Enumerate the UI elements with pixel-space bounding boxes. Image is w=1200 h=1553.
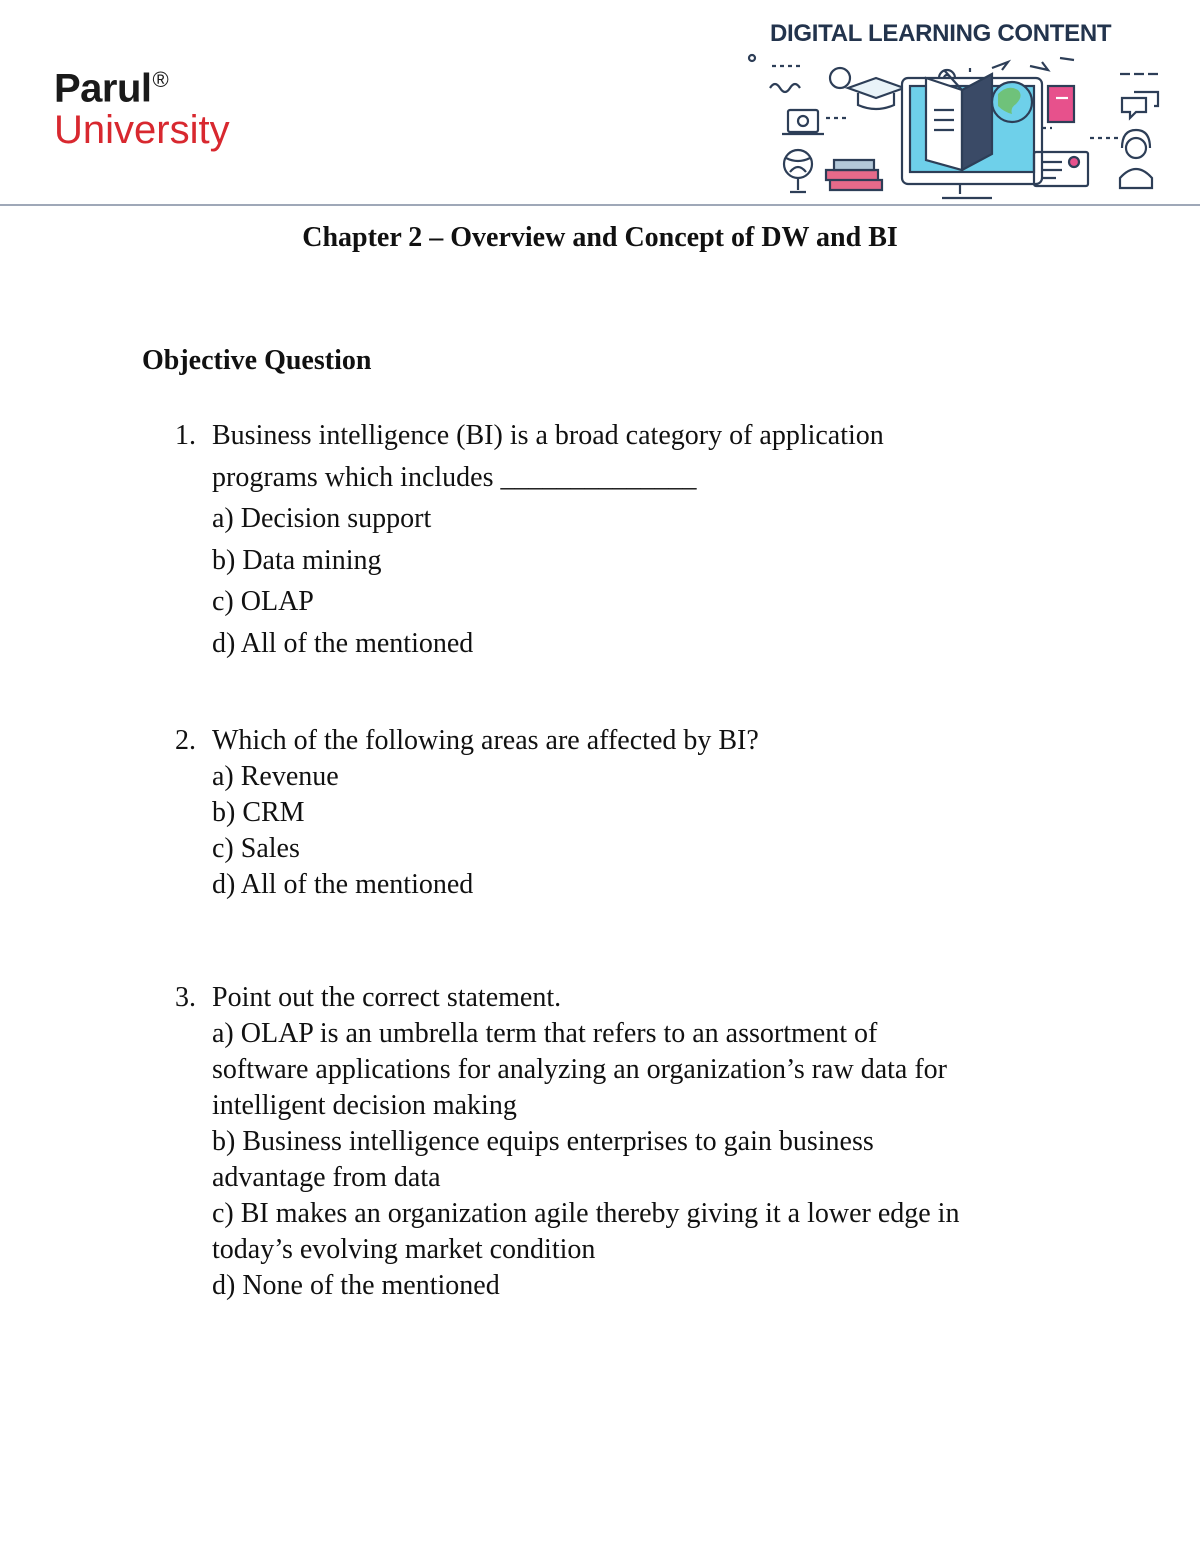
option-d: d) None of the mentioned <box>212 1270 500 1301</box>
option-a: a) Revenue <box>212 761 339 792</box>
question-1 <box>175 418 884 667</box>
question-stem-line: Business intelligence (BI) is a broad category of application <box>212 420 884 451</box>
question-number: 2. <box>175 725 196 756</box>
option-a: a) OLAP is an umbrella term that refers to an assortment of <box>212 1018 878 1049</box>
option-d: d) All of the mentioned <box>212 627 474 659</box>
digital-learning-content-title: DIGITAL LEARNING CONTENT <box>770 20 1112 47</box>
chapter-title: Chapter 2 – Overview and Concept of DW and BI <box>302 222 898 253</box>
option-b: b) Data mining <box>212 544 382 576</box>
option-b: b) CRM <box>212 797 305 828</box>
registered-mark: ® <box>152 67 169 92</box>
option-a-continued: intelligent decision making <box>212 1090 517 1121</box>
e-learning-illustration-icon <box>730 48 1170 206</box>
option-a-continued: software applications for analyzing an organization’s raw data for <box>212 1054 947 1085</box>
option-c-continued: today’s evolving market condition <box>212 1234 596 1265</box>
option-c: c) OLAP <box>212 586 314 617</box>
question-stem-line: Which of the following areas are affected by BI? <box>212 725 759 756</box>
logo-university-text: University <box>54 108 230 153</box>
question-3 <box>175 980 959 1304</box>
option-a: a) Decision support <box>212 503 432 534</box>
logo-parul-text: Parul <box>54 66 152 111</box>
option-c: c) BI makes an organization agile thereby giving it a lower edge in <box>212 1198 960 1229</box>
header-divider <box>0 204 1200 206</box>
section-title: Objective Question <box>142 345 372 376</box>
option-b: b) Business intelligence equips enterprises to gain business <box>212 1126 874 1157</box>
question-stem-line: Point out the correct statement. <box>212 982 562 1013</box>
option-c: c) Sales <box>212 833 300 864</box>
option-b-continued: advantage from data <box>212 1162 441 1193</box>
page-header <box>0 0 1200 210</box>
parul-university-logo <box>54 58 230 152</box>
option-d: d) All of the mentioned <box>212 869 474 900</box>
question-number: 1. <box>175 420 196 451</box>
question-stem-line: programs which includes ______________ <box>212 461 697 493</box>
question-2 <box>175 723 759 903</box>
question-number: 3. <box>175 982 196 1013</box>
